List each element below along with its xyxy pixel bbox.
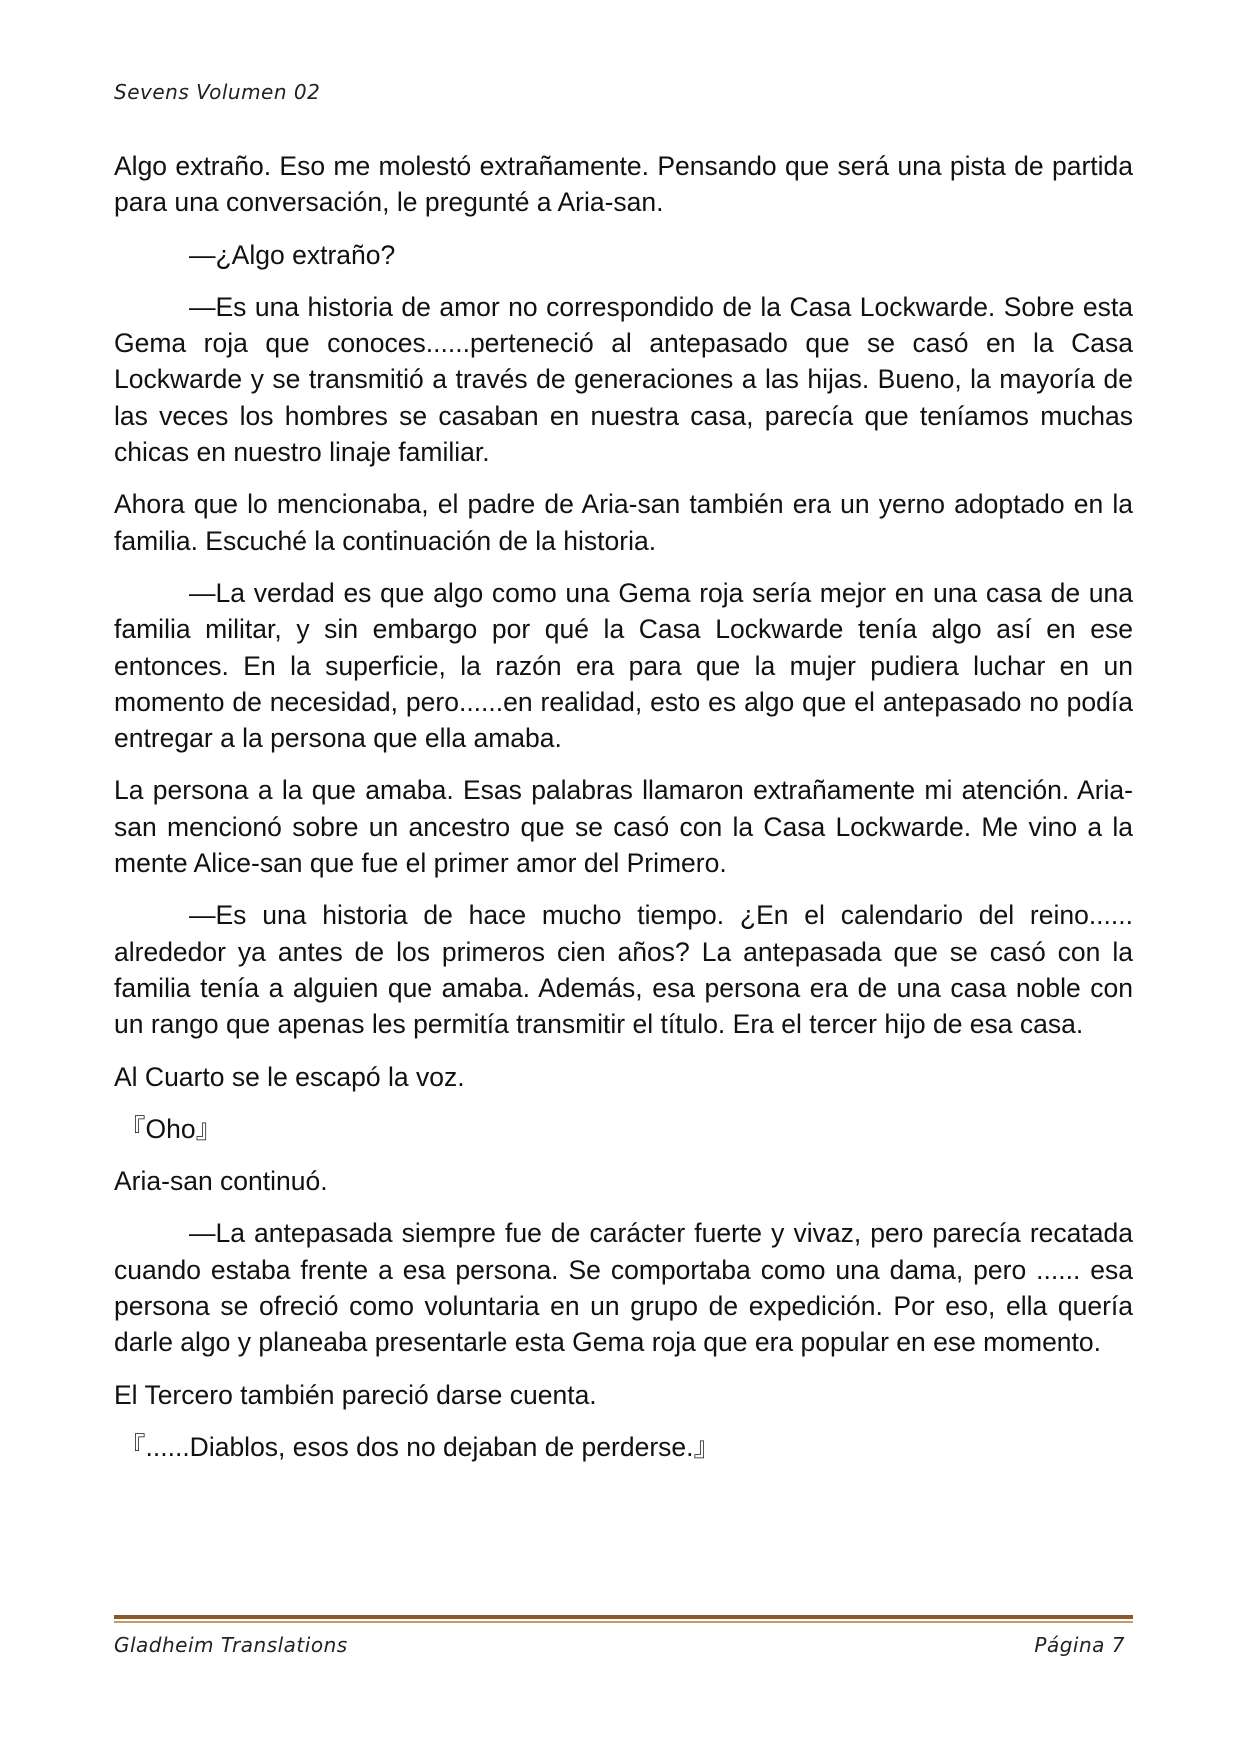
paragraph-5: —La verdad es que algo como una Gema roja sería mejor en una casa de una familia militar, y sin embargo por qué la Casa Lockwarde tenía algo así en ese entonces. En la superficie, la razón era para que la mujer pudiera luchar en un momento de necesidad, pero......en realidad, esto es algo que el antepasado no podía entregar a la persona que ella amaba. — [114, 577, 1133, 754]
footer-divider-dark — [114, 1615, 1133, 1619]
paragraph-1: Algo extraño. Eso me molestó extrañamente. Pensando que será una pista de partida para una conversación, le pregunté a Aria-san. — [114, 151, 1133, 218]
paragraph-8: Al Cuarto se le escapó la voz. — [114, 1061, 465, 1092]
paragraph-7: —Es una historia de hace mucho tiempo. ¿En el calendario del reino...... alrededor ya antes de los primeros cien años? La antepasada que se casó con la familia tenía a alguien que amaba. Además, esa persona era de una casa noble con un rango que apenas les permitía transmitir el título. Era el tercer hijo de esa casa. — [114, 900, 1133, 1040]
footer-page-number: Página 7 — [1034, 1633, 1125, 1657]
body-text — [114, 148, 1133, 1481]
paragraph-2: —¿Algo extraño? — [189, 239, 396, 270]
paragraph-10: Aria-san continuó. — [114, 1166, 328, 1197]
paragraph-13: 『......Diablos, esos dos no dejaban de perderse.』 — [119, 1431, 721, 1462]
paragraph-6: La persona a la que amaba. Esas palabras llamaron extrañamente mi atención. Aria-san mencionó sobre un ancestro que se casó con la Casa Lockwarde. Me vino a la mente Alice-san que fue el primer amor del Primero. — [114, 775, 1133, 879]
paragraph-3: —Es una historia de amor no correspondido de la Casa Lockwarde. Sobre esta Gema roja que conoces......perteneció al antepasado que se casó en la Casa Lockwarde y se transmitió a través de generaciones a las hijas. Bueno, la mayoría de las veces los hombres se casaban en nuestra casa, parecía que teníamos muchas chicas en nuestro linaje familiar. — [114, 291, 1133, 468]
paragraph-9: 『Oho』 — [119, 1113, 223, 1144]
footer-publisher: Gladheim Translations — [114, 1633, 348, 1657]
paragraph-12: El Tercero también pareció darse cuenta. — [114, 1379, 597, 1410]
page-header-title: Sevens Volumen 02 — [114, 80, 321, 104]
footer-divider-light — [114, 1621, 1133, 1623]
paragraph-4: Ahora que lo mencionaba, el padre de Aria-san también era un yerno adoptado en la familia. Escuché la continuación de la historia. — [114, 489, 1133, 556]
paragraph-11: —La antepasada siempre fue de carácter fuerte y vivaz, pero parecía recatada cuando estaba frente a esa persona. Se comportaba como una dama, pero ...... esa persona se ofreció como voluntaria en un grupo de expedición. Por eso, ella quería darle algo y planeaba presentarle esta Gema roja que era popular en ese momento. — [114, 1218, 1133, 1358]
